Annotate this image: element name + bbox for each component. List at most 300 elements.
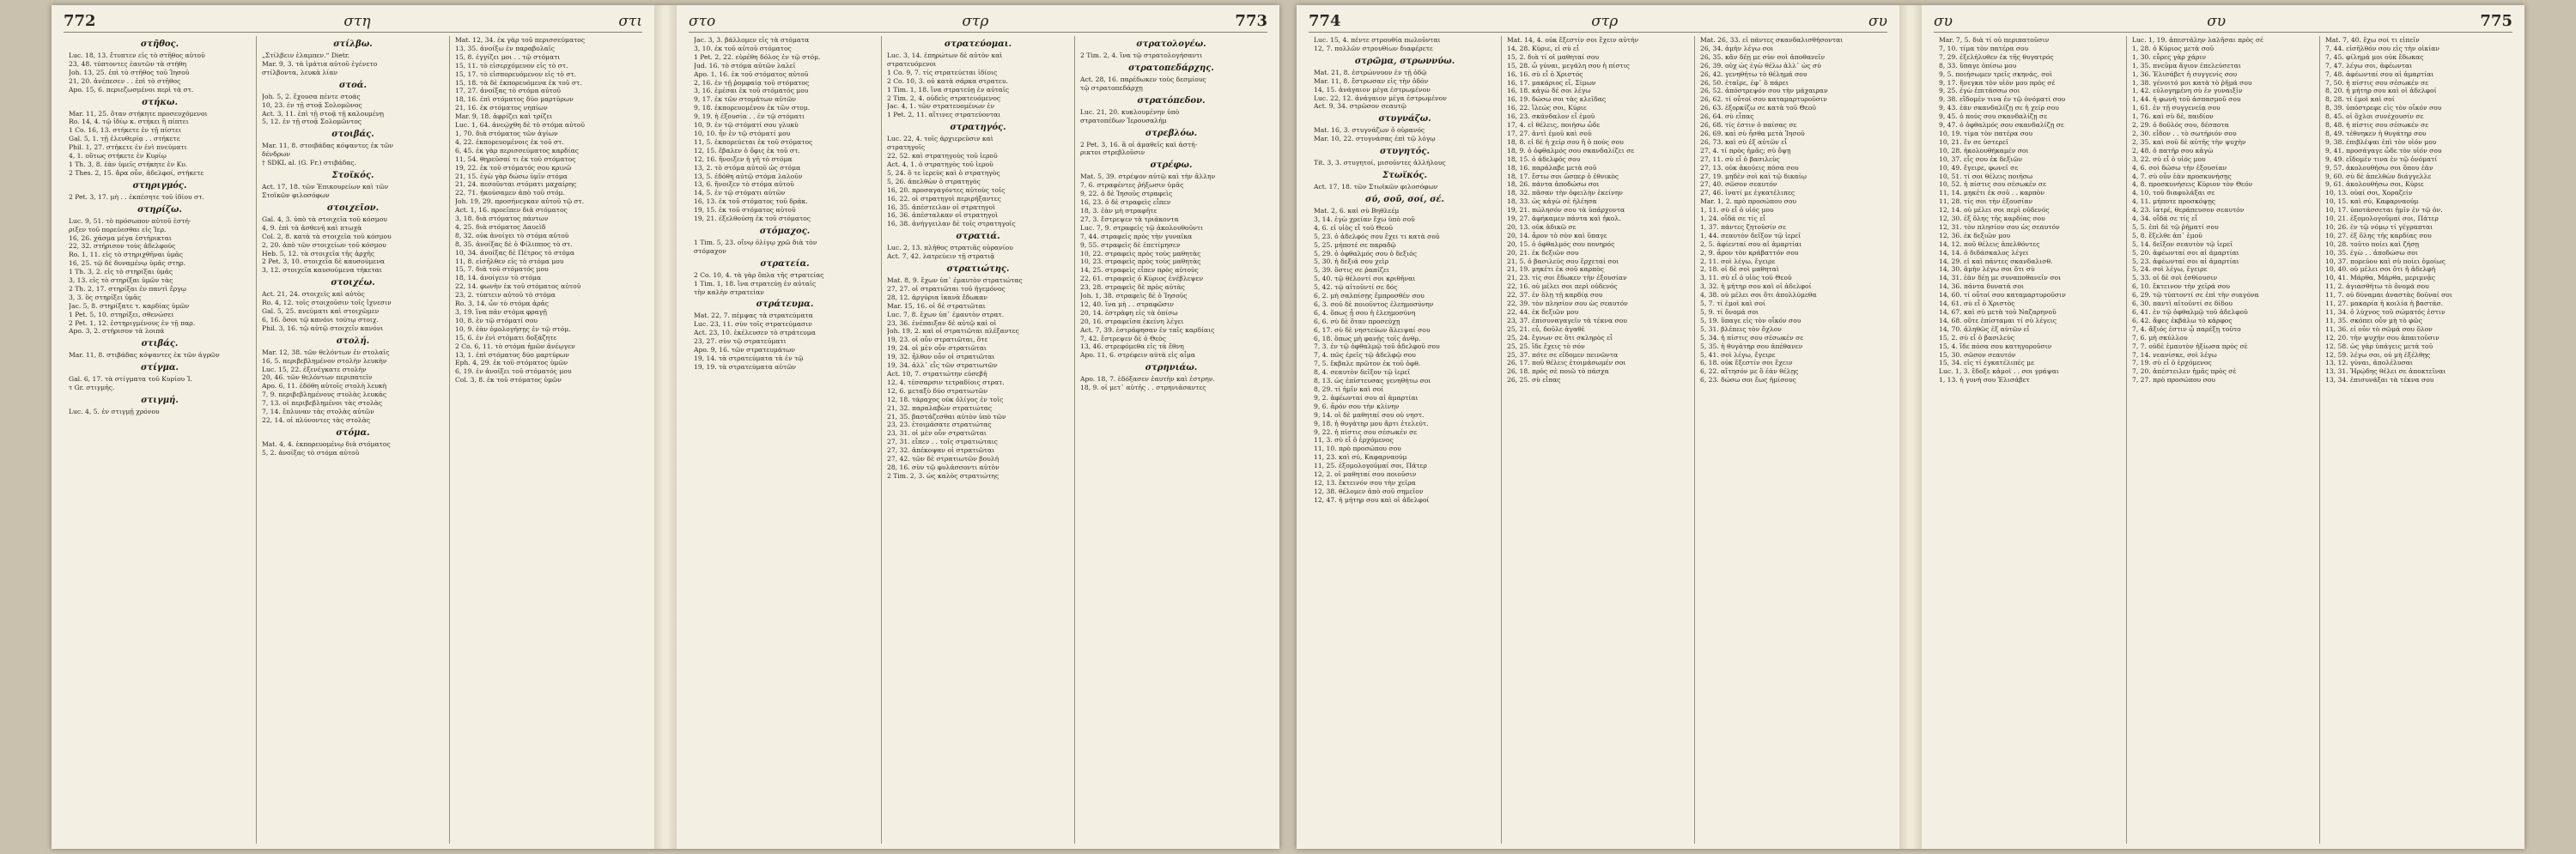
- concordance-line: 18, 16. ἐπὶ στόματος δύο μαρτύρων: [455, 95, 574, 104]
- headword: στρατεύομαι.: [944, 39, 1012, 49]
- concordance-line: 5, 19. ὕπαγε εἰς τὸν οἶκόν σου: [1700, 316, 1801, 324]
- concordance-line: 9, 43. ἐὰν σκανδαλίζῃ σε ἡ χείρ σου: [1939, 104, 2059, 112]
- headword: στρατεία.: [760, 258, 810, 269]
- concordance-line: 9, 17. ἐκ τῶν στομάτων αὐτῶν: [694, 95, 797, 104]
- concordance-line: 8, 49. τέθνηκεν ἡ θυγάτηρ σου: [2325, 129, 2427, 137]
- concordance-line: 12, 2. οἱ μαθηταί σου ποιοῦσιν: [1314, 470, 1417, 479]
- concordance-line: 8, 4. σεαυτὸν δεῖξον τῷ ἱερεῖ: [1314, 368, 1411, 377]
- concordance-line: 12, 58. ὡς γὰρ ὑπάγεις μετὰ τοῦ: [2325, 342, 2433, 350]
- concordance-line: 4, 1. οὕτως στήκετε ἐν Κυρίῳ: [69, 152, 167, 161]
- page-number: 773: [1235, 12, 1267, 30]
- book-gutter: [654, 5, 677, 849]
- concordance-line: τὴν καλὴν στρατείαν: [694, 288, 764, 296]
- concordance-line: 21, 15. ἐγὼ γὰρ δώσω ὑμῖν στόμα: [455, 172, 568, 180]
- running-head-left: στη: [343, 13, 371, 30]
- concordance-line: 14, 25. στραφεὶς εἶπεν πρὸς αὐτούς: [1080, 266, 1199, 275]
- concordance-line: 7, 13. οἱ περιβεβλημένοι τὰς στολὰς: [262, 399, 383, 408]
- concordance-line: 1, 44. ἡ φωνὴ τοῦ ἀσπασμοῦ σου: [2132, 95, 2241, 104]
- running-head-right: συ: [1868, 13, 1887, 30]
- concordance-line: 10, 35. ἐγὼ . . ἀποδώσω σοι: [2325, 248, 2418, 257]
- concordance-line: 27, 32. ἀπέκοψαν οἱ στρατιῶται: [887, 446, 995, 455]
- concordance-line: 16, 17. μακάριος εἶ, Σίμων: [1507, 78, 1596, 87]
- concordance-line: Στοϊκῶν φιλοσόφων: [262, 191, 330, 199]
- concordance-line: 9, 25. ἐγὼ ἐπιτάσσω σοι: [1939, 87, 2020, 95]
- concordance-line: 6, 22. αἴτησόν με ὃ ἐὰν θέλῃς: [1700, 367, 1799, 376]
- concordance-line: 8, 28. τί ἐμοὶ καὶ σοί: [2325, 95, 2395, 104]
- concordance-line: 7, 44. εἰσῆλθόν σου εἰς τὴν οἰκίαν: [2325, 44, 2439, 52]
- concordance-line: Gal. 6, 17. τὰ στίγματα τοῦ Κυρίου Ἰ.: [69, 375, 192, 384]
- concordance-line: 2, 5. ἀφίενταί σου αἱ ἁμαρτίαι: [1700, 239, 1802, 248]
- headword: στρατηγός.: [950, 123, 1006, 133]
- concordance-line: 23, 37. ἐπισυναγαγεῖν τὰ τέκνα σου: [1507, 316, 1627, 324]
- concordance-line: 14, 60. τί οὗτοί σου καταμαρτυροῦσιν: [1939, 291, 2066, 300]
- concordance-line: Jac. 3, 3. βάλλομεν εἰς τὰ στόματα: [694, 36, 810, 44]
- concordance-line: 1, 24. οἶδά σε τίς εἶ: [1700, 215, 1766, 223]
- headword: στρατολογέω.: [1136, 39, 1206, 49]
- running-head-right: στι: [618, 13, 642, 30]
- text-column: [1309, 36, 1501, 844]
- concordance-line: 7, 5. ἔκβαλε πρῶτον ἐκ τοῦ ὀφθ.: [1314, 360, 1421, 368]
- concordance-line: 22, 16. οὐ μέλει σοι περὶ οὐδενός: [1507, 282, 1618, 291]
- concordance-line: στρατοπέδων Ἱερουσαλήμ: [1080, 116, 1167, 124]
- concordance-line: 21, 24. πεσοῦνται στόματι μαχαίρης: [455, 180, 577, 189]
- concordance-line: 9, 41. προσάγαγε ὧδε τὸν υἱόν σου: [2325, 146, 2442, 154]
- concordance-line: 1 Tim. 1, 18. ἵνα στρατεύῃ ἐν αὐταῖς: [694, 279, 817, 288]
- page-number: 772: [64, 12, 96, 30]
- concordance-line: 22, 39. τὸν πλησίον σου ὡς σεαυτόν: [1507, 300, 1628, 308]
- concordance-line: 10, 28. τοῦτο ποίει καὶ ζήσῃ: [2325, 239, 2420, 248]
- concordance-line: 6, 23. δώσω σοι ἕως ἡμίσους: [1700, 376, 1796, 385]
- concordance-line: 23, 2. τύπτειν αὐτοῦ τὸ στόμα: [455, 291, 556, 300]
- concordance-line: 1, 35. πνεῦμα ἅγιον ἐπελεύσεται: [2132, 61, 2241, 70]
- book-gutter: [1899, 5, 1922, 849]
- concordance-line: 1, 37. πάντες ζητοῦσίν σε: [1700, 222, 1787, 231]
- concordance-line: 14, 68. οὔτε ἐπίσταμαι τί σὺ λέγεις: [1939, 316, 2057, 324]
- concordance-line: 13, 12. γύναι, ἀπολέλυσαι: [2325, 359, 2413, 367]
- concordance-line: Ro. 4, 12. τοῖς στοιχοῦσιν τοῖς ἴχνεσιν: [262, 299, 392, 307]
- concordance-line: 10, 9. ἐν τῷ στόματί σου γλυκὺ: [694, 121, 799, 130]
- concordance-line: 27, 42. τῶν δὲ στρατιωτῶν βουλή: [887, 455, 999, 463]
- headword: στιγμή.: [141, 396, 179, 406]
- concordance-line: 4, 7. σὺ οὖν ἐὰν προσκυνήσῃς: [2132, 172, 2232, 180]
- concordance-line: 7, 4. πῶς ἐρεῖς τῷ ἀδελφῷ σου: [1314, 351, 1416, 360]
- concordance-line: 15, 2. σὺ εἶ ὁ βασιλεὺς: [1939, 333, 2014, 342]
- concordance-line: 9, 61. ἀκολουθήσω σοι, Κύριε: [2325, 180, 2424, 189]
- concordance-line: 5, 23. ὁ ἀδελφός σου ἔχει τι κατὰ σοῦ: [1314, 232, 1440, 240]
- concordance-line: 23, 27. σὺν τῷ στρατεύματι: [694, 337, 787, 346]
- concordance-line: 7, 48. ἀφέωνταί σου αἱ ἁμαρτίαι: [2325, 70, 2434, 78]
- text-column: [1501, 36, 1694, 844]
- concordance-line: 27, 46. ἱνατί με ἐγκατέλιπες: [1700, 189, 1795, 197]
- concordance-line: 7, 19. σὺ εἶ ὁ ἐρχόμενος: [2132, 359, 2212, 367]
- concordance-line: 27, 3. ἔστρεψεν τὰ τριάκοντα: [1080, 215, 1179, 223]
- concordance-line: 22, 14. φωνὴν ἐκ τοῦ στόματος αὐτοῦ: [455, 282, 581, 291]
- concordance-line: 8, 45. οἱ ὄχλοι συνέχουσίν σε: [2325, 112, 2424, 121]
- text-columns: [1309, 36, 1887, 844]
- concordance-line: 14, 29. εἰ καὶ πάντες σκανδαλισθ.: [1939, 257, 2053, 265]
- concordance-line: 5, 31. βλέπεις τὸν ὄχλον: [1700, 324, 1782, 333]
- concordance-line: Luc. 1, 64. ἀνεῴχθη δὲ τὸ στόμα αὐτοῦ: [455, 121, 585, 130]
- concordance-line: 25, 24. ἔγνων σε ὅτι σκληρὸς εἶ: [1507, 333, 1613, 342]
- concordance-line: 4, 11. μήποτε προσκόψῃς: [2132, 197, 2216, 206]
- concordance-line: 6, 2. μὴ σαλπίσῃς ἔμπροσθέν σου: [1314, 292, 1425, 300]
- concordance-line: Mar. 7, 5. διὰ τί οὐ περιπατοῦσιν: [1939, 36, 2050, 44]
- concordance-line: Mat. 4, 4. ἐκπορευομένῳ διὰ στόματος: [262, 439, 391, 448]
- text-columns: [1934, 36, 2512, 844]
- concordance-line: 20, 13. οὐκ ἀδικῶ σε: [1507, 222, 1577, 231]
- concordance-line: Phil. 1, 27. στήκετε ἐν ἑνὶ πνεύματι: [69, 143, 187, 152]
- concordance-line: 10, 21. ἐξομολογοῦμαί σοι, Πάτερ: [2325, 215, 2439, 223]
- concordance-line: 10, 19. τίμα τὸν πατέρα σου: [1939, 129, 2033, 137]
- concordance-line: 3, 10. ἐκ τοῦ αὐτοῦ στόματος: [694, 44, 792, 52]
- concordance-line: 2 Co. 10, 4. τὰ γὰρ ὅπλα τῆς στρατείας: [694, 270, 824, 279]
- concordance-line: 7, 44. στραφεὶς πρὸς τὴν γυναῖκα: [1080, 232, 1193, 240]
- headword: στολή.: [336, 336, 370, 346]
- concordance-line: Act. 7, 42. λατρεύειν τῇ στρατιᾷ: [887, 252, 995, 261]
- concordance-line: 10, 23. στραφεὶς πρὸς τοὺς μαθητὰς: [1080, 257, 1201, 266]
- concordance-line: 7, 42. ἔστρεψεν δὲ ὁ Θεὸς: [1080, 334, 1166, 342]
- concordance-line: 13, 6. ἤνοιξεν τὸ στόμα αὐτοῦ: [694, 180, 794, 189]
- headword: στρατοπεδάρχης.: [1128, 63, 1214, 73]
- concordance-line: 4, 9. ἐπὶ τὰ ἀσθενῆ καὶ πτωχὰ: [262, 223, 362, 232]
- concordance-line: 11, 5. ἐκπορεύεται ἐκ τοῦ στόματος: [694, 137, 813, 146]
- concordance-line: 11, 27. μακαρία ἡ κοιλία ἡ βαστάσ.: [2325, 300, 2444, 308]
- concordance-line: Apo. 11, 6. στρέφειν αὐτὰ εἰς αἷμα: [1080, 351, 1196, 360]
- headword: στρατιώτης.: [946, 264, 1010, 275]
- concordance-line: 10, 37. εἷς σου ἐκ δεξιῶν: [1939, 154, 2023, 163]
- concordance-line: 12, 59. λέγω σοι, οὐ μὴ ἐξέλθῃς: [2325, 350, 2431, 359]
- concordance-line: 16, 22. οἱ στρατηγοὶ περιρήξαντες: [887, 194, 1001, 203]
- concordance-line: Col. 3, 8. ἐκ τοῦ στόματος ὑμῶν: [455, 376, 562, 385]
- headword: στυγητός.: [1380, 147, 1430, 157]
- concordance-line: Mar. 15, 16. οἱ δὲ στρατιῶται: [887, 301, 986, 310]
- concordance-line: Joh. 19, 29. προσήνεγκαν αὐτοῦ τῷ στ.: [455, 197, 585, 206]
- concordance-line: 21, 20. ἀνέπεσεν . . ἐπὶ τὸ στῆθος: [69, 76, 181, 85]
- concordance-line: 6, 41. ἐν τῷ ὀφθαλμῷ τοῦ ἀδελφοῦ: [2132, 308, 2248, 316]
- concordance-line: 11, 35. σκόπει οὖν μὴ τὸ φῶς: [2325, 316, 2422, 324]
- concordance-line: 1 Pet. 2, 22. εὑρέθη δόλος ἐν τῷ στόμ.: [694, 52, 821, 61]
- concordance-line: Luc. 1, 19. ἀπεστάλην λαλῆσαι πρὸς σέ: [2132, 36, 2263, 44]
- concordance-line: Luc. 18, 13. ἔτυπτεν εἰς τὸ στῆθος αὐτοῦ: [69, 51, 205, 59]
- concordance-line: 3, 13. εἰς τὸ στηρίξαι ὑμῶν τὰς: [69, 276, 173, 285]
- concordance-line: Act. 4, 1. ὁ στρατηγὸς τοῦ ἱεροῦ: [887, 160, 993, 168]
- concordance-line: 5, 40. τῷ θέλοντί σοι κριθῆναι: [1314, 275, 1416, 283]
- text-columns: [689, 36, 1267, 844]
- concordance-line: 18, 26. πάντα ἀποδώσω σοι: [1507, 180, 1600, 189]
- concordance-line: 8, 33. ὕπαγε ὀπίσω μου: [1939, 61, 2017, 70]
- concordance-line: 4, 38. οὐ μέλει σοι ὅτι ἀπολλύμεθα: [1700, 291, 1817, 300]
- concordance-line: 4, 10. τοῦ διαφυλάξαι σε: [2132, 189, 2215, 197]
- concordance-line: 26, 64. σὺ εἶπας: [1700, 112, 1754, 121]
- concordance-line: 7, 10. τίμα τὸν πατέρα σου: [1939, 44, 2029, 52]
- concordance-line: 1, 42. εὐλογημένη σὺ ἐν γυναιξίν: [2132, 87, 2243, 95]
- concordance-line: 14, 28. Κύριε, εἰ σὺ εἶ: [1507, 44, 1579, 52]
- concordance-line: 9, 19. ἡ ἐξουσία . . ἐν τῷ στόματι: [694, 112, 805, 121]
- concordance-line: 16, 22. ἵλεώς σοι, Κύριε: [1507, 104, 1587, 112]
- concordance-line: 26, 50. ἑταῖρε, ἐφ᾽ ὃ πάρει: [1700, 78, 1789, 87]
- concordance-line: 1 Pet. 2, 11. αἵτινες στρατεύονται: [887, 111, 1001, 119]
- concordance-line: Act. 21, 24. στοιχεῖς καὶ αὐτὸς: [262, 290, 365, 299]
- concordance-line: Luc. 15, 22. ἐξενέγκατε στολὴν: [262, 365, 367, 373]
- text-column: [2126, 36, 2319, 844]
- concordance-line: 5, 35. ἡ θυγάτηρ σου ἀπέθανεν: [1700, 342, 1803, 350]
- concordance-line: 18, 3. ἐὰν μὴ στραφῆτε: [1080, 206, 1157, 215]
- concordance-line: 6, 29. τῷ τύπτοντί σε ἐπὶ τὴν σιαγόνα: [2132, 291, 2259, 300]
- concordance-line: 5, 7. τί ἐμοὶ καὶ σοί: [1700, 300, 1765, 308]
- concordance-line: 8, 48. ἡ πίστις σου σέσωκέν σε: [2325, 121, 2429, 130]
- concordance-line: 12, 6. μεταξὺ δύο στρατιωτῶν: [887, 386, 988, 395]
- concordance-line: Col. 2, 8. κατὰ τὰ στοιχεῖα τοῦ κόσμου: [262, 232, 392, 240]
- running-head-left: συ: [1934, 13, 1953, 30]
- headword: στρέφω.: [1150, 161, 1193, 171]
- concordance-line: Phil. 3, 16. τῷ αὐτῷ στοιχεῖν κανόνι: [262, 324, 384, 332]
- concordance-line: 5, 14. δεῖξον σεαυτὸν τῷ ἱερεῖ: [2132, 239, 2233, 248]
- concordance-line: 3, 14. ἐγὼ χρείαν ἔχω ὑπὸ σοῦ: [1314, 215, 1415, 223]
- concordance-line: 25, 21. εὖ, δοῦλε ἀγαθὲ: [1507, 324, 1585, 333]
- concordance-line: 13, 34. ἐπισυνάξαι τὰ τέκνα σου: [2325, 376, 2434, 385]
- concordance-line: 15, 30. σῶσον σεαυτόν: [1939, 350, 2016, 359]
- concordance-line: 10, 52. ἡ πίστις σου σέσωκέν σε: [1939, 180, 2047, 189]
- concordance-line: 10, 27. ἐξ ὅλης τῆς καρδίας σου: [2325, 231, 2432, 239]
- concordance-line: 7, 45. φίλημά μοι οὐκ ἔδωκας: [2325, 52, 2424, 61]
- concordance-line: 18, 17. ἔστω σοι ὥσπερ ὁ ἐθνικὸς: [1507, 172, 1619, 180]
- concordance-line: 10, 17. ὑποτάσσεται ἡμῖν ἐν τῷ ὀν.: [2325, 206, 2443, 215]
- headword: στιβάς.: [141, 339, 179, 349]
- page-774: [1297, 5, 1899, 849]
- concordance-line: 9, 57. ἀκολουθήσω σοι ὅπου ἐὰν: [2325, 163, 2433, 172]
- concordance-line: Eph. 4, 29. ἐκ τοῦ στόματος ὑμῶν: [455, 359, 568, 367]
- headword: στρῶμα, στρωννύω.: [1354, 56, 1455, 66]
- concordance-line: 7, 4. ἄξιός ἐστιν ᾧ παρέξῃ τοῦτο: [2132, 324, 2241, 333]
- concordance-line: 8, 13. ὡς ἐπίστευσας γενηθήτω σοι: [1314, 377, 1431, 385]
- concordance-line: 1, 76. καὶ σὺ δέ, παιδίον: [2132, 112, 2214, 121]
- headword: στρατόπεδον.: [1137, 95, 1206, 106]
- headword: στηριγμός.: [132, 180, 187, 191]
- concordance-line: 19, 21. πώλησόν σου τὰ ὑπάρχοντα: [1507, 206, 1625, 215]
- concordance-line: 19, 21. ἐξελθούσῃ ἐκ τοῦ στόματος: [694, 215, 811, 223]
- concordance-line: 25, 25. ἴδε ἔχεις τὸ σόν: [1507, 342, 1585, 350]
- concordance-line: 12, 16. ἤνοιξεν ἡ γῆ τὸ στόμα: [694, 154, 793, 163]
- concordance-line: 5, 41. σοὶ λέγω, ἔγειρε: [1700, 350, 1776, 359]
- concordance-line: 10, 13. οὐαί σοι, Χοραζείν: [2325, 189, 2413, 197]
- concordance-line: 26, 68. τίς ἐστιν ὁ παίσας σε: [1700, 121, 1797, 130]
- concordance-line: 1 Pet. 5, 10. στηρίξει, σθενώσει: [69, 310, 174, 318]
- concordance-line: 7, 6. μὴ σκύλλου: [2132, 333, 2188, 342]
- concordance-line: 14, 30. ἀμὴν λέγω σοι ὅτι σὺ: [1939, 265, 2035, 274]
- concordance-line: 5, 30. ἡ δεξιά σου χεὶρ: [1314, 257, 1389, 266]
- concordance-line: Ro. 1, 11. εἰς τὸ στηριχθῆναι ὑμᾶς: [69, 251, 184, 259]
- concordance-line: 2 Co. 10, 3. οὐ κατὰ σάρκα στρατευ.: [887, 76, 1008, 85]
- concordance-line: 26, 73. καὶ σὺ ἐξ αὐτῶν εἶ: [1700, 137, 1788, 146]
- concordance-line: 4, 34. οἶδά σε τίς εἶ: [2132, 215, 2198, 223]
- headword: στοιχεῖον.: [326, 203, 380, 213]
- headword: στοά.: [339, 80, 367, 90]
- concordance-line: Mat. 12, 34. ἐκ γὰρ τοῦ περισσεύματος: [455, 36, 586, 44]
- concordance-line: 13, 46. στρεφόμεθα εἰς τὰ ἔθνη: [1080, 342, 1184, 351]
- concordance-line: 12, 31. τὸν πλησίον σου ὡς σεαυτόν: [1939, 222, 2060, 231]
- concordance-line: 13, 5. ἐδόθη αὐτῷ στόμα λαλοῦν: [694, 172, 803, 180]
- concordance-line: 15, 17. τὸ εἰσπορευόμενον εἰς τὸ στ.: [455, 70, 577, 78]
- headword: στοιβάς.: [331, 130, 374, 140]
- concordance-line: 2 Tim. 2, 3. ὡς καλὸς στρατιώτης: [887, 471, 999, 480]
- concordance-line: 13, 31. Ἡρῴδης θέλει σε ἀποκτεῖναι: [2325, 367, 2446, 376]
- concordance-line: Luc. 23, 11. σὺν τοῖς στρατεύμασιν: [694, 320, 812, 329]
- concordance-line: 1 Th. 3, 2. εἰς τὸ στηρίξαι ὑμᾶς: [69, 268, 173, 276]
- concordance-line: 8, 20. ἡ μήτηρ σου καὶ οἱ ἀδελφοί: [2325, 87, 2437, 95]
- concordance-line: 2, 30. εἶδον . . τὸ σωτήριόν σου: [2132, 129, 2237, 137]
- concordance-line: 16, 26. χάσμα μέγα ἐστήρικται: [69, 233, 172, 242]
- concordance-line: ρικτοι στρεβλοῦσιν: [1080, 148, 1145, 157]
- concordance-line: 9, 60. σὺ δὲ ἀπελθὼν διάγγελλε: [2325, 172, 2432, 180]
- concordance-line: 1, 44. σεαυτὸν δεῖξον τῷ ἱερεῖ: [1700, 231, 1801, 239]
- concordance-line: 9, 55. στραφεὶς δὲ ἐπετίμησεν: [1080, 240, 1181, 249]
- concordance-line: 2, 16. ἐν τῇ ῥομφαίᾳ τοῦ στόματος: [694, 78, 810, 87]
- concordance-line: 11, 25. ἐξομολογοῦμαί σοι, Πάτερ: [1314, 462, 1427, 470]
- concordance-line: Mat. 2, 6. καὶ σὺ Βηθλεέμ: [1314, 206, 1400, 215]
- concordance-line: 21, 35. βαστάζεσθαι αὐτὸν ὑπὸ τῶν: [887, 412, 1006, 421]
- text-column: [1074, 36, 1267, 844]
- concordance-line: 7, 50. ἡ πίστις σου σέσωκέν σε: [2325, 78, 2429, 87]
- concordance-line: 20, 14. ἆρον τὸ σὸν καὶ ὕπαγε: [1507, 231, 1607, 239]
- concordance-line: 9, 6. ἆρόν σου τὴν κλίνην: [1314, 402, 1400, 410]
- concordance-line: τ Gr. στιγμῆς.: [69, 384, 115, 392]
- concordance-line: 5, 25. μήποτέ σε παραδῷ: [1314, 240, 1396, 249]
- concordance-line: 16, 18. κἀγὼ δέ σοι λέγω: [1507, 87, 1591, 95]
- concordance-line: 2 Co. 6, 11. τὸ στόμα ἡμῶν ἀνέῳγεν: [455, 342, 575, 350]
- concordance-line: 21, 19. μηκέτι ἐκ σοῦ καρπὸς: [1507, 265, 1604, 274]
- concordance-line: 27, 4. τί πρὸς ἡμᾶς; σὺ ὄψῃ: [1700, 146, 1791, 154]
- headword: στηρίζω.: [137, 204, 182, 215]
- concordance-line: 14, 31. ἐὰν δέῃ με συναποθανεῖν σοι: [1939, 274, 2062, 282]
- headword: στυγνάζω.: [1378, 114, 1431, 124]
- concordance-line: 16, 36. ἀπέσταλκαν οἱ στρατηγοὶ: [887, 211, 999, 220]
- concordance-line: 27, 19. μηδὲν σοὶ καὶ τῷ δικαίῳ: [1700, 172, 1807, 180]
- concordance-line: 11, 8. εἰσῆλθεν εἰς τὸ στόμα μου: [455, 257, 564, 265]
- concordance-line: 22, 52. καὶ στρατηγοὺς τοῦ ἱεροῦ: [887, 152, 998, 161]
- concordance-line: 13, 35. ἀνοίξω ἐν παραβολαῖς: [455, 44, 556, 52]
- concordance-line: Mar. 11, 25. ὅταν στήκητε προσευχόμενοι: [69, 109, 208, 118]
- concordance-line: 14, 14. ὁ διδάσκαλος λέγει: [1939, 248, 2029, 257]
- concordance-line: 26, 34. ἀμὴν λέγω σοι: [1700, 44, 1774, 52]
- concordance-line: 22, 14. οἱ πλύνοντες τὰς στολὰς: [262, 416, 371, 424]
- concordance-line: 10, 51. τί σοι θέλεις ποιήσω: [1939, 172, 2033, 180]
- concordance-line: 3, 3. ὃς στηρίξει ὑμᾶς: [69, 293, 142, 301]
- concordance-line: 18, 16. παράλαβε μετὰ σοῦ: [1507, 163, 1597, 172]
- concordance-line: 15, 4. ἴδε πόσα σου κατηγοροῦσιν: [1939, 342, 2052, 350]
- running-head-right: στρ: [962, 13, 989, 30]
- running-head-left: στρ: [1591, 13, 1619, 30]
- concordance-line: Mar. 10, 22. στυγνάσας ἐπὶ τῷ λόγῳ: [1314, 135, 1436, 143]
- concordance-line: Mat. 8, 9. ἔχων ὑπ᾽ ἐμαυτὸν στρατιώτας: [887, 276, 1023, 285]
- concordance-line: „Στίλβειν ἐλαμπεν.“ Dietr.: [262, 51, 350, 59]
- concordance-line: 15, 34. εἰς τί ἐγκατέλιπές με: [1939, 359, 2035, 367]
- concordance-line: 22, 32. στήρισον τοὺς ἀδελφούς: [69, 242, 176, 251]
- concordance-line: 23, 28. στραφεὶς δὲ πρὸς αὐτὰς: [1080, 283, 1185, 292]
- concordance-line: 2 Pet. 1, 12. ἐστηριγμένους ἐν τῇ παρ.: [69, 318, 196, 327]
- concordance-line: 9, 22. ὁ δὲ Ἰησοῦς στραφεὶς: [1080, 190, 1173, 198]
- concordance-line: 20, 16. στραφεῖσα ἐκείνη λέγει: [1080, 317, 1184, 325]
- concordance-line: Luc. 21, 20. κυκλουμένην ὑπὸ: [1080, 107, 1180, 116]
- concordance-line: 18, 9. ὁ ὀφθαλμός σου σκανδαλίζει σε: [1507, 146, 1635, 154]
- concordance-line: 9, 45. ὁ πούς σου σκανδαλίζῃ σε: [1939, 112, 2048, 121]
- concordance-line: Apo. 6, 11. ἐδόθη αὐτοῖς στολὴ λευκὴ: [262, 382, 387, 391]
- concordance-line: 9, 5. ποιήσωμεν τρεῖς σκηνάς, σοὶ: [1939, 70, 2052, 78]
- concordance-line: Luc. 1, 3. ἔδοξε κἀμοὶ . . σοι γράψαι: [1939, 367, 2059, 376]
- concordance-line: Luc. 15, 4. πέντε στρουθία πωλοῦνται: [1314, 36, 1441, 44]
- concordance-line: 15, 6. ἐν ἑνὶ στόματι δοξάζητε: [455, 333, 557, 342]
- concordance-line: 27, 31. εἶπεν . . τοῖς στρατιώταις: [887, 438, 998, 446]
- headword: σύ, σοῦ, σοί, σέ.: [1365, 194, 1444, 204]
- concordance-line: 14, 36. πάντα δυνατά σοι: [1939, 282, 2024, 291]
- concordance-line: 19, 22. ἐκ τοῦ στόματός σου κρινῶ: [455, 163, 572, 172]
- concordance-line: 5, 20. ἀφέωνταί σοι αἱ ἁμαρτίαι: [2132, 248, 2239, 257]
- concordance-line: 5, 5. ἐπὶ δὲ τῷ ῥήματί σου: [2132, 222, 2219, 231]
- concordance-line: 14, 5. ἐν τῷ στόματι αὐτῶν: [694, 189, 786, 197]
- concordance-line: 7, 6. στραφέντες ῥήξωσιν ὑμᾶς: [1080, 181, 1184, 190]
- concordance-line: 3, 22. σὺ εἶ ὁ υἱός μου: [2132, 154, 2206, 163]
- concordance-line: 8, 32. οὐκ ἀνοίγει τὸ στόμα αὐτοῦ: [455, 231, 569, 239]
- headword: στίλβω.: [333, 39, 373, 49]
- concordance-line: 16, 23. ὁ δὲ στραφεὶς εἶπεν: [1080, 198, 1171, 207]
- concordance-line: 7, 29. ἐξελήλυθεν ἐκ τῆς θυγατρός: [1939, 52, 2054, 61]
- concordance-line: 8, 39. ὑπόστρεφε εἰς τὸν οἶκόν σου: [2325, 104, 2442, 112]
- concordance-line: 26, 25. σὺ εἶπας: [1507, 376, 1561, 385]
- page-775: [1922, 5, 2524, 849]
- concordance-line: 10, 26. ἐν τῷ νόμῳ τί γέγραπται: [2325, 222, 2433, 231]
- concordance-line: 1 Th. 3, 8. ἐὰν ὑμεῖς στήκητε ἐν Κυ.: [69, 160, 188, 168]
- concordance-line: 1, 13. ἡ γυνή σου Ἐλισάβετ: [1939, 376, 2030, 385]
- concordance-line: Mat. 16, 3. στυγνάζων ὁ οὐρανός: [1314, 126, 1425, 135]
- concordance-line: 7, 3. ἐν τῷ ὀφθαλμῷ τοῦ ἀδελφοῦ σου: [1314, 342, 1440, 351]
- concordance-line: Mat. 21, 8. ἐστρώννυον ἐν τῇ ὁδῷ: [1314, 68, 1427, 76]
- concordance-line: Apo. 18, 7. ἐδόξασεν ἑαυτὴν καὶ ἐστρην.: [1080, 375, 1215, 384]
- concordance-line: 26, 42. γενηθήτω τὸ θέλημά σου: [1700, 70, 1807, 78]
- concordance-line: Jud. 16. τὸ στόμα αὐτῶν λαλεῖ: [694, 61, 796, 70]
- concordance-line: 19, 34. ἀλλ᾽ εἷς τῶν στρατιωτῶν: [887, 361, 998, 370]
- concordance-line: 19, 14. τὰ στρατεύματα τὰ ἐν τῷ: [694, 354, 804, 362]
- concordance-line: 6, 18. ὅπως μὴ φανῇς τοῖς ἀνθρ.: [1314, 334, 1421, 342]
- concordance-line: 4, 6. εἰ υἱὸς εἶ τοῦ Θεοῦ: [1314, 223, 1393, 232]
- concordance-line: 6, 42. ἄφες ἐκβάλω τὸ κάρφος: [2132, 316, 2233, 324]
- concordance-line: 12, 30. ἐξ ὅλης τῆς καρδίας σου: [1939, 215, 2045, 223]
- concordance-line: Mat. 14, 4. οὐκ ἔξεστίν σοι ἔχειν αὐτήν: [1507, 36, 1639, 44]
- concordance-line: Gal. 4, 3. ὑπὸ τὰ στοιχεῖα τοῦ κόσμου: [262, 215, 387, 223]
- headword: στοιχέω.: [331, 278, 375, 288]
- concordance-line: 9, 18. ἡ θυγάτηρ μου ἄρτι ἐτελεύτ.: [1314, 419, 1429, 427]
- concordance-line: Mar. 12, 38. τῶν θελόντων ἐν στολαῖς: [262, 348, 390, 356]
- concordance-line: 2 Pet. 3, 17. μὴ . . ἐκπέσητε τοῦ ἰδίου στ.: [69, 192, 204, 201]
- concordance-line: 12, 7. πολλῶν στρουθίων διαφέρετε: [1314, 44, 1433, 52]
- concordance-line: 3, 18. διὰ στόματος πάντων: [455, 215, 549, 223]
- concordance-line: 5, 33. οἱ δὲ σοὶ ἐσθίουσιν: [2132, 274, 2218, 282]
- concordance-line: 10, 23. ἐν τῇ στοᾷ Σολομῶνος: [262, 100, 362, 109]
- concordance-line: 26, 35. κἂν δέῃ με σὺν σοὶ ἀποθανεῖν: [1700, 52, 1826, 61]
- concordance-line: 27, 11. σὺ εἶ ὁ βασιλεὺς: [1700, 154, 1780, 163]
- concordance-line: 15, 8. ἐγγίζει μοι . . τῷ στόματι: [455, 52, 561, 61]
- concordance-line: 28, 12. ἀργύρια ἱκανὰ ἔδωκαν: [887, 293, 988, 301]
- concordance-line: 5, 34. ἡ πίστις σου σέσωκέν σε: [1700, 333, 1804, 342]
- text-column: [2319, 36, 2512, 844]
- concordance-line: 23, 23. ἑτοιμάσατε στρατιώτας: [887, 421, 992, 429]
- concordance-line: 9, 14. οἱ δὲ μαθηταί σου οὐ νηστ.: [1314, 410, 1425, 419]
- concordance-line: 26, 69. καὶ σὺ ἦσθα μετὰ Ἰησοῦ: [1700, 129, 1805, 137]
- concordance-line: 22, 37. ἐν ὅλῃ τῇ καρδίᾳ σου: [1507, 291, 1603, 300]
- concordance-line: Ro. 14, 4. τῷ ἰδίῳ κ. στήκει ἢ πίπτει: [69, 118, 189, 126]
- concordance-line: Apo. 9, 16. τῶν στρατευμάτων: [694, 346, 795, 354]
- concordance-line: 12, 14. οὐ μέλει σοι περὶ οὐδενός: [1939, 206, 2050, 215]
- concordance-line: 1 Tim. 1, 18. ἵνα στρατεύῃ ἐν αὐταῖς: [887, 85, 1010, 94]
- concordance-line: Mat. 7, 40. ἔχω σοί τι εἰπεῖν: [2325, 36, 2420, 44]
